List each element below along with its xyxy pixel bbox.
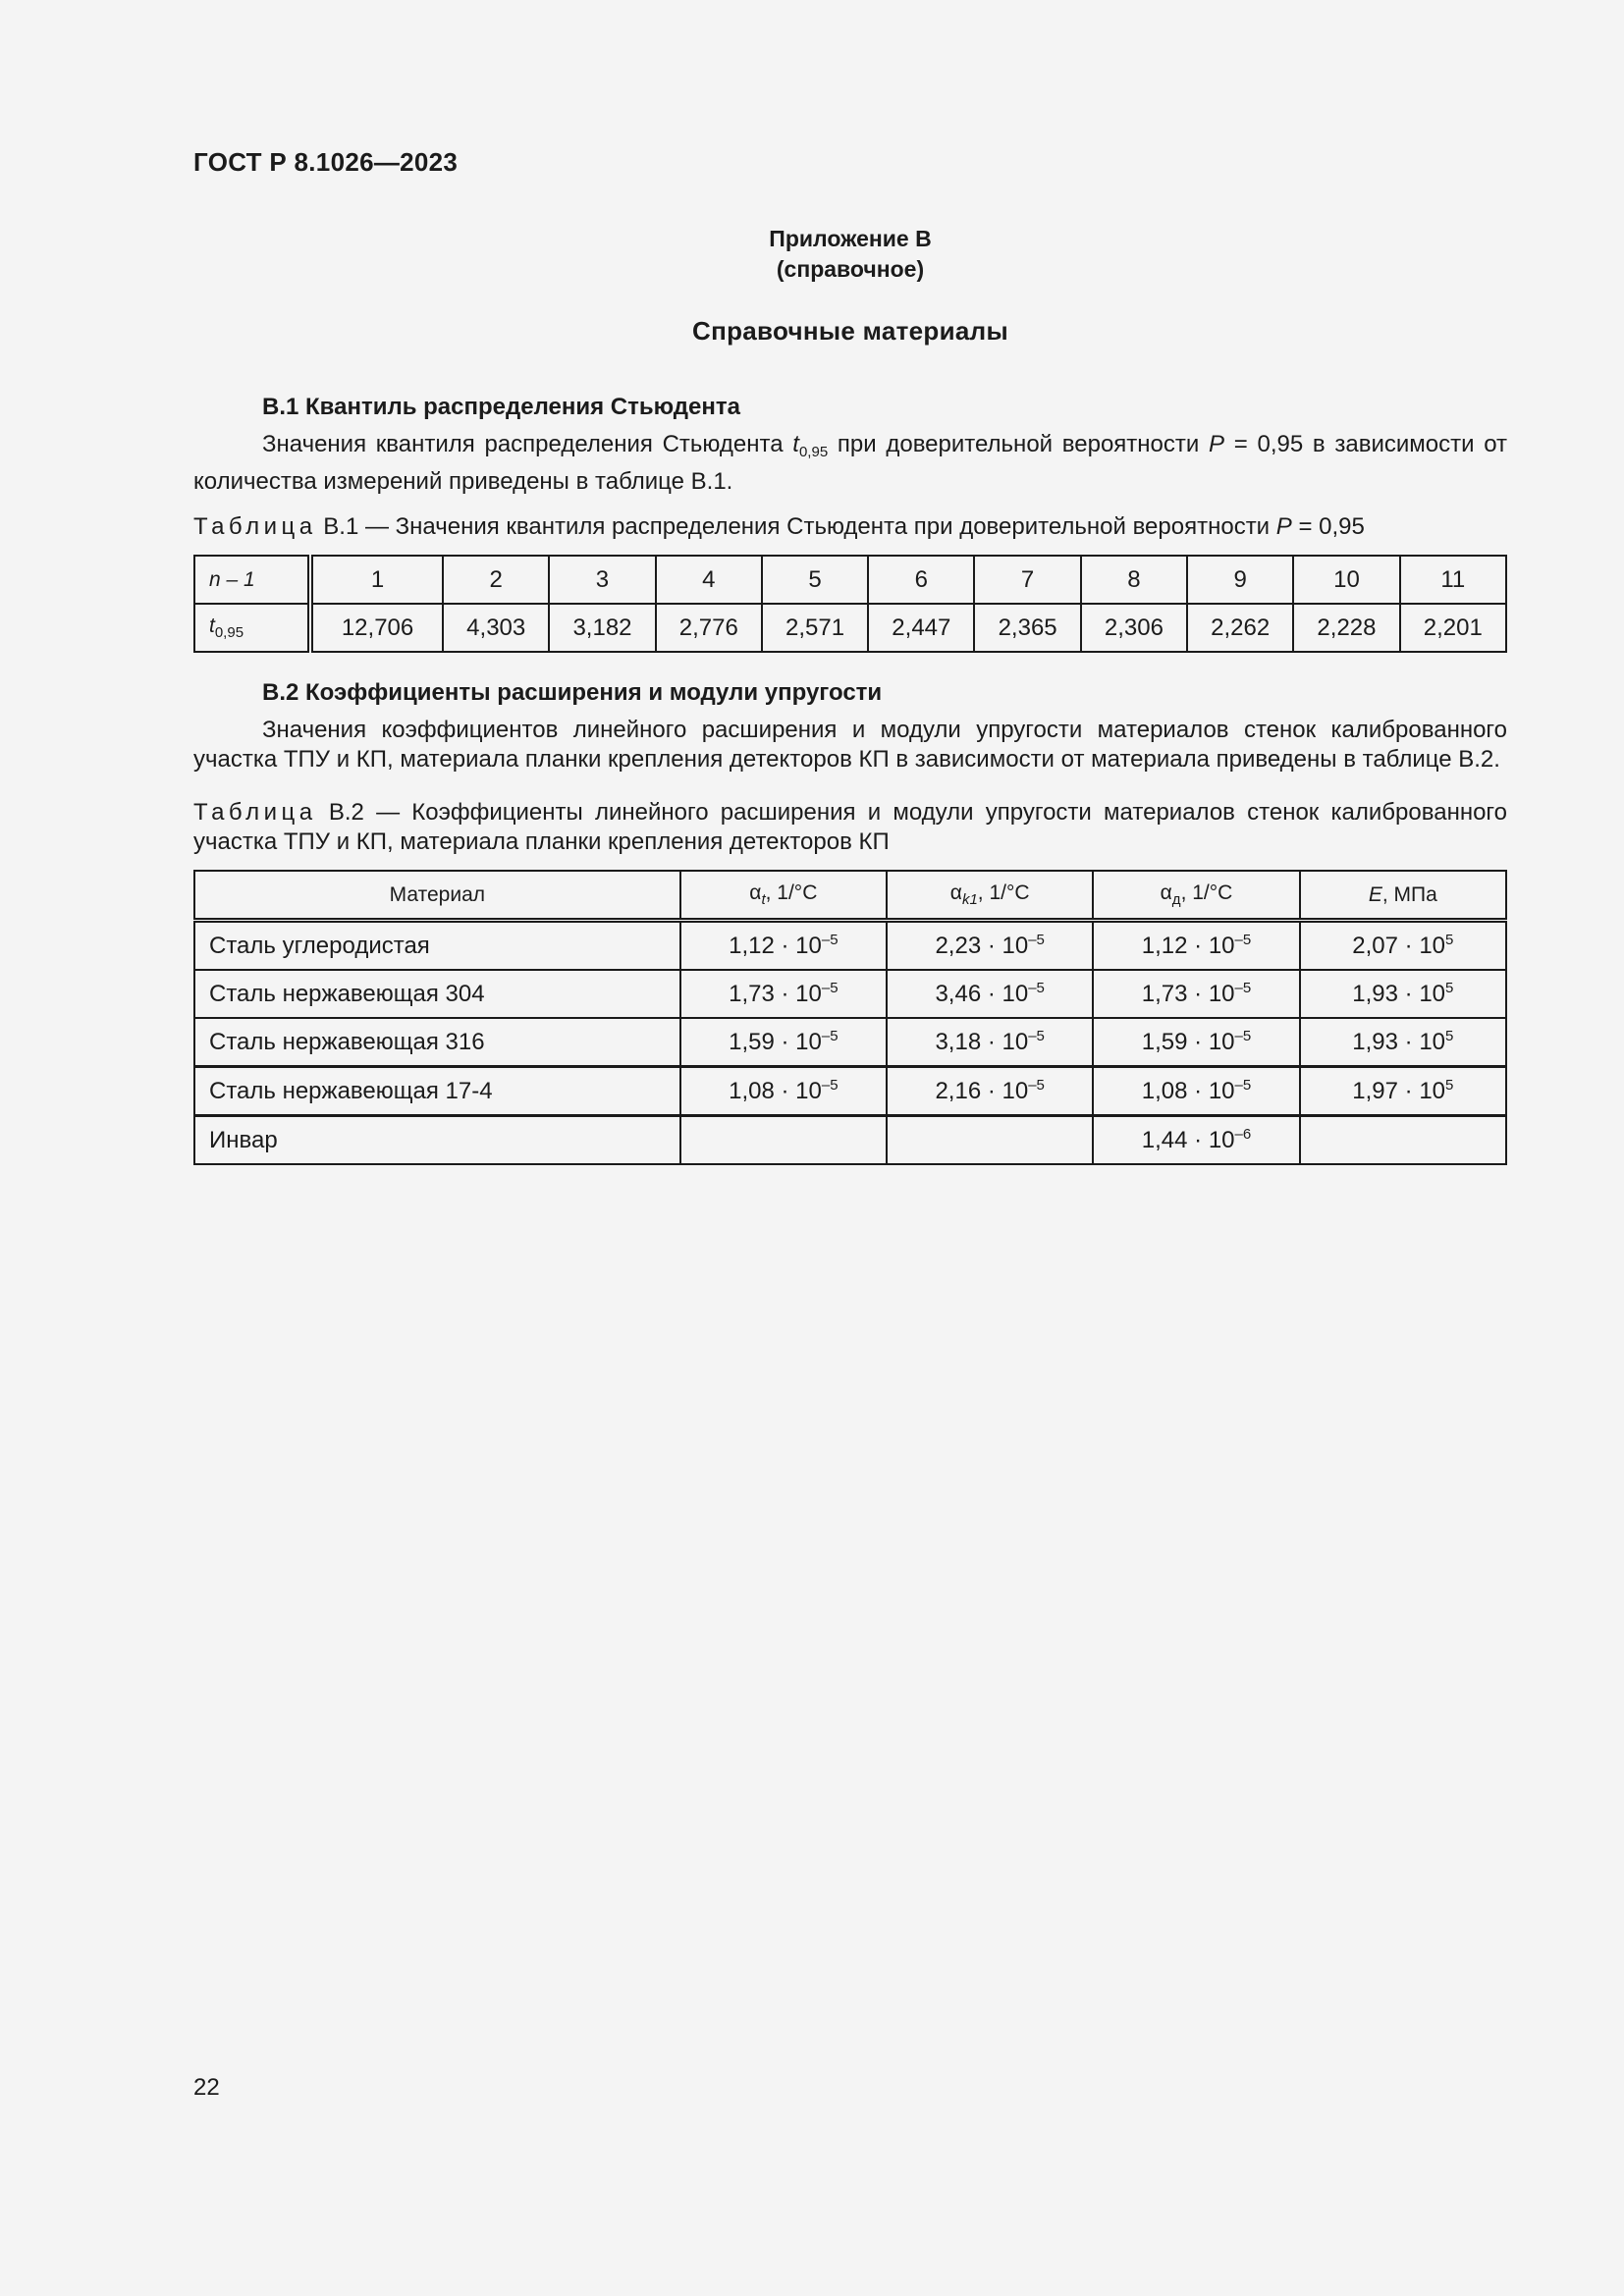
e-cell: $1,97 \cdot 10^5$ [1300, 1067, 1506, 1116]
alpha-t-cell: $1,73 \cdot 10^{-5}$ [680, 970, 887, 1018]
t-value: 2,306 [1081, 604, 1187, 652]
section-b2-heading: В.2 Коэффициенты расширения и модули упругости [262, 679, 883, 706]
alpha-k1-cell [887, 1116, 1093, 1165]
page-number: 22 [193, 2074, 220, 2101]
header-e-modulus: E, МПа [1300, 871, 1506, 921]
n-value: 11 [1400, 556, 1506, 604]
e-cell: $1,93 \cdot 10^5$ [1300, 1018, 1506, 1067]
t-value: 2,262 [1187, 604, 1293, 652]
table-b1-caption [193, 512, 1507, 542]
header-material: Материал [194, 871, 680, 921]
alpha-k1-cell: $2,16 \cdot 10^{-5}$ [887, 1067, 1093, 1116]
alpha-d-cell: $1,44 \cdot 10^{-6}$ [1093, 1116, 1299, 1165]
student-quantile-table [193, 555, 1507, 653]
t-value: 2,228 [1293, 604, 1399, 652]
section-b2-paragraph: Значения коэффициентов линейного расширения и модули упругости материалов стенок калиброванного участка ТПУ и КП, материала планки крепления детекторов КП в зависимости от материала приведены в таблице В.2. [193, 717, 1507, 773]
n-value: 8 [1081, 556, 1187, 604]
caption-word: Таблица [193, 799, 317, 826]
table-row [194, 1116, 1506, 1165]
alpha-k1-cell: $3,46 \cdot 10^{-5}$ [887, 970, 1093, 1018]
alpha-d-cell: $1,59 \cdot 10^{-5}$ [1093, 1018, 1299, 1067]
annex-label: Приложение В [769, 226, 932, 251]
table-row [194, 556, 1506, 604]
t-value: 3,182 [549, 604, 655, 652]
alpha-d-cell: $1,73 \cdot 10^{-5}$ [1093, 970, 1299, 1018]
n-value: 7 [974, 556, 1080, 604]
t-subscript: 0,95 [798, 444, 829, 460]
n-value: 4 [656, 556, 762, 604]
alpha-d-cell: $1,12 \cdot 10^{-5}$ [1093, 921, 1299, 971]
material-cell: Сталь углеродистая [194, 921, 680, 971]
alpha-t-cell: $1,59 \cdot 10^{-5}$ [680, 1018, 887, 1067]
caption-word: Таблица [193, 513, 317, 540]
t-value: 2,365 [974, 604, 1080, 652]
header-alpha-t: $\alpha_t$, 1/°C [680, 871, 887, 921]
material-cell: Сталь нержавеющая 304 [194, 970, 680, 1018]
table-row [194, 921, 1506, 971]
material-cell: Сталь нержавеющая 17-4 [194, 1067, 680, 1116]
table-b2-caption [193, 798, 1507, 857]
t-value: 12,706 [310, 604, 443, 652]
annex-title: Справочные материалы [692, 316, 1008, 346]
n-value: 6 [868, 556, 974, 604]
para-text-c: = 0,95 в зависимости от количества измерений приведены в таблице В.1. [193, 431, 1508, 495]
para-text-b: при доверительной вероятности [837, 431, 1200, 457]
t-symbol: t [792, 431, 799, 457]
n-value: 2 [443, 556, 549, 604]
table-row [194, 1067, 1506, 1116]
caption-text: В.1 — Значения квантиля распределения Стьюдента при доверительной вероятности [323, 513, 1271, 540]
n-value: 9 [1187, 556, 1293, 604]
e-cell: $2,07 \cdot 10^5$ [1300, 921, 1506, 971]
alpha-t-cell: $1,08 \cdot 10^{-5}$ [680, 1067, 887, 1116]
alpha-t-cell [680, 1116, 887, 1165]
alpha-k1-cell: $3,18 \cdot 10^{-5}$ [887, 1018, 1093, 1067]
row-label-n: n – 1 [194, 556, 310, 604]
e-cell [1300, 1116, 1506, 1165]
header-alpha-d: $\alpha_д$, 1/°C [1093, 871, 1299, 921]
para-text-a: Значения квантиля распределения Стьюдента [262, 431, 784, 457]
n-value: 3 [549, 556, 655, 604]
table-row [194, 1018, 1506, 1067]
document-number: ГОСТ Р 8.1026—2023 [193, 147, 459, 177]
e-cell: $1,93 \cdot 10^5$ [1300, 970, 1506, 1018]
t-value: 2,776 [656, 604, 762, 652]
caption-tail: = 0,95 [1298, 513, 1365, 540]
expansion-coefficients-table [193, 870, 1507, 1165]
t-value: 2,447 [868, 604, 974, 652]
n-value: 5 [762, 556, 868, 604]
annex-label-block [193, 224, 1507, 285]
section-b1-heading: В.1 Квантиль распределения Стьюдента [262, 394, 740, 420]
caption-p-symbol: P [1275, 513, 1292, 540]
header-alpha-k1: $\alpha_{k1}$, 1/°C [887, 871, 1093, 921]
row-label-t: $t_{0,95}$ [194, 604, 310, 652]
p-symbol: P [1209, 431, 1225, 457]
n-value: 1 [310, 556, 443, 604]
n-value: 10 [1293, 556, 1399, 604]
table-header-row [194, 871, 1506, 921]
alpha-d-cell: $1,08 \cdot 10^{-5}$ [1093, 1067, 1299, 1116]
alpha-k1-cell: $2,23 \cdot 10^{-5}$ [887, 921, 1093, 971]
t-value: 2,571 [762, 604, 868, 652]
table-row [194, 970, 1506, 1018]
material-cell: Сталь нержавеющая 316 [194, 1018, 680, 1067]
caption-text: В.2 — Коэффициенты линейного расширения и модули упругости материалов стенок калиброванного участка ТПУ и КП, материала планки крепления детекторов КП [193, 799, 1508, 855]
alpha-t-cell: $1,12 \cdot 10^{-5}$ [680, 921, 887, 971]
t-value: 4,303 [443, 604, 549, 652]
t-value: 2,201 [1400, 604, 1506, 652]
annex-status: (справочное) [776, 256, 925, 282]
material-cell: Инвар [194, 1116, 680, 1165]
section-b1-paragraph [193, 430, 1507, 497]
table-row [194, 604, 1506, 652]
